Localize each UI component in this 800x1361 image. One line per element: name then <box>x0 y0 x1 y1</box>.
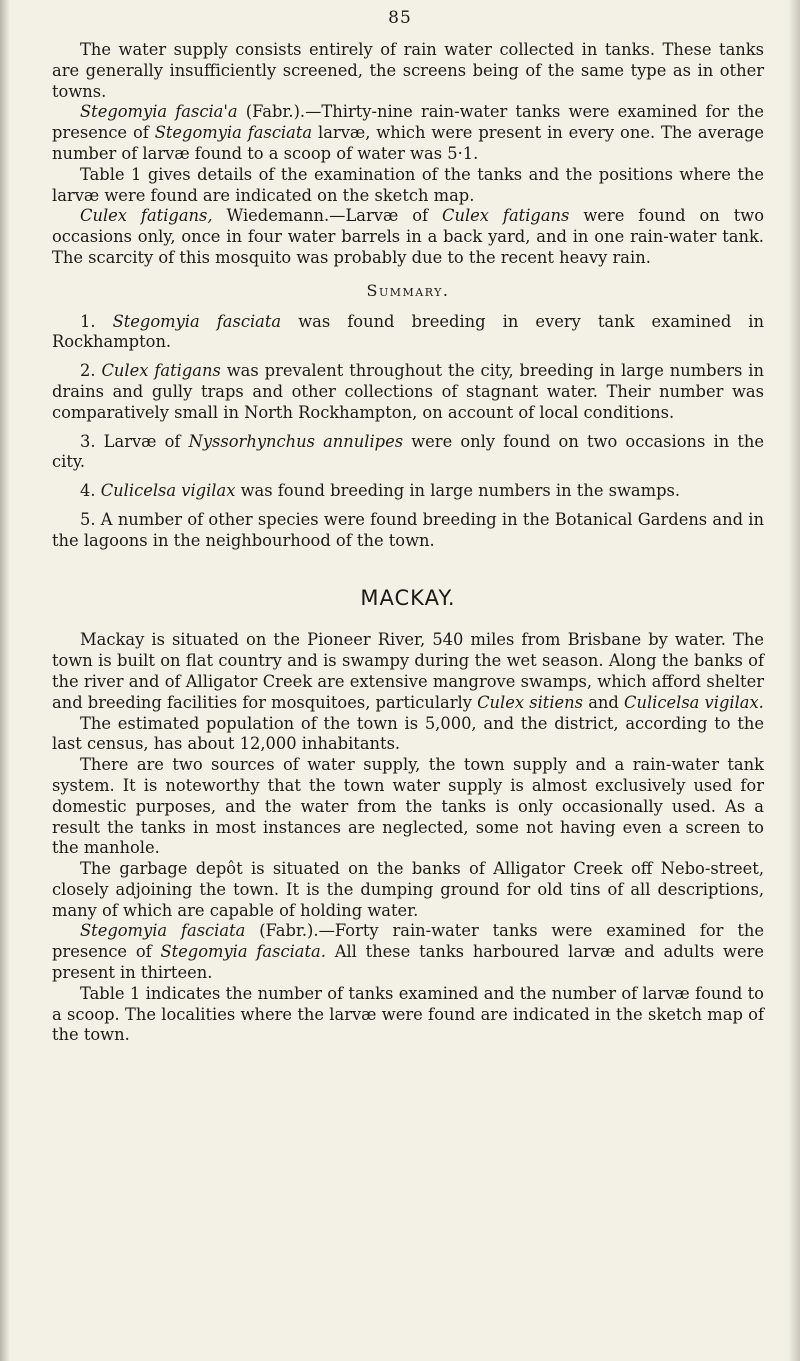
paragraph-culex-fatigans <box>52 206 764 268</box>
paragraph-mackay-table: Table 1 indicates the number of tanks examined and the number of larvæ found to a scoop. The localities where the larvæ were found are indicated in the sketch map of the town. <box>52 983 764 1045</box>
item-text: was found breeding in large numbers in the swamps. <box>235 481 681 501</box>
item-text: was prevalent throughout the city, breeding in large numbers in drains and gully traps and other collections of stagnant water. Their number was comparatively small in North Rockhampton, on account of local conditions. <box>52 361 764 422</box>
paragraph-text: and <box>583 692 624 712</box>
item-number: 5. <box>80 509 101 529</box>
species-name: Culex fatigans, <box>80 206 213 226</box>
page-body <box>52 40 764 1046</box>
paragraph-mackay-population: The estimated population of the town is 5,000, and the district, according to the last census, has about 12,000 inhabitants. <box>52 713 764 754</box>
species-name: Stegomyia fasciata. <box>160 942 326 962</box>
paragraph-text: (Fabr.).—Thirty-nine rain-water tanks were examined for the presence of <box>52 102 764 143</box>
page-number: 85 <box>388 8 412 28</box>
paragraph-text: Mackay is situated on the Pioneer River, 540 miles from Brisbane by water. The town is built on flat country and is swampy during the wet season. Along the banks of the river and of Alligator Creek are extensive mangrove swamps, which afford shelter and breeding facilities for mosquitoes, particularly <box>52 630 764 712</box>
paragraph-text: All these tanks harboured larvæ and adults were present in thirteen. <box>52 942 765 983</box>
species-name: Stegomyia fasciata <box>80 921 246 941</box>
paragraph-text: larvæ, which were present in every one. The average number of larvæ found to a scoop of water was 5·1. <box>52 123 765 163</box>
summary-heading: Summary. <box>366 280 450 300</box>
summary-item-3 <box>52 432 764 474</box>
species-name: Culex fatigans <box>101 361 221 381</box>
summary-item-2 <box>52 361 764 423</box>
paragraph-mackay-garbage: The garbage depôt is situated on the banks of Alligator Creek off Nebo-street, closely adjoining the town. It is the dumping ground for old tins of all descriptions, many of which are capable of holding water. <box>52 859 764 920</box>
page-shadow-right <box>788 0 800 1361</box>
mackay-heading: MACKAY. <box>360 585 456 610</box>
species-name: Stegomyia fascia'a <box>80 102 238 122</box>
paragraph-mackay-water-supply: There are two sources of water supply, the town supply and a rain-water tank system. It is noteworthy that the town water supply is almost exclusively used for domestic purposes, and the water from the tanks is only occasionally used. As a result the tanks in most instances are neglected, some not having even a screen to the manhole. <box>52 755 764 858</box>
item-number: 4. <box>80 481 101 501</box>
paragraph-text: were found on two occasions only, once in four water barrels in a back yard, and in one rain-water tank. The scarcity of this mosquito was probably due to the recent heavy rain. <box>52 206 764 267</box>
species-name: Culex fatigans <box>442 206 570 226</box>
paragraph-text: (Fabr.).—Forty rain-water tanks were examined for the presence of <box>52 921 764 962</box>
paragraph-stegomyia-rockhampton <box>52 102 764 164</box>
summary-item-1 <box>52 312 764 354</box>
summary-item-4 <box>52 481 764 502</box>
item-text: was found breeding in every tank examined in Rockhampton. <box>52 311 764 352</box>
species-name: Stegomyia fasciata <box>112 311 282 331</box>
paragraph-text: Wiedemann.—Larvæ of <box>212 206 442 226</box>
item-number: 1. <box>80 311 113 331</box>
species-name: Nyssorhynchus annulipes <box>188 431 404 451</box>
species-name: Culicelsa vigilax <box>100 481 236 501</box>
paragraph-mackay-stegomyia <box>52 921 764 983</box>
item-number: 3. Larvæ of <box>80 431 189 451</box>
summary-item-5 <box>52 510 764 552</box>
species-name: Culex sitiens <box>477 692 584 712</box>
paragraph-table-reference: Table 1 gives details of the examination of the tanks and the positions where the larvæ were found are indicated on the sketch map. <box>52 164 764 205</box>
item-number: 2. <box>80 361 102 381</box>
page-shadow-left <box>0 0 10 1361</box>
paragraph-mackay-location <box>52 630 764 713</box>
species-name: Culicelsa vigilax. <box>624 692 764 712</box>
item-text: were only found on two occasions in the city. <box>52 431 764 472</box>
species-name: Stegomyia fasciata <box>154 123 313 143</box>
item-text: A number of other species were found breeding in the Botanical Gardens and in the lagoons in the neighbourhood of the town. <box>52 509 764 550</box>
paragraph-water-supply: The water supply consists entirely of rain water collected in tanks. These tanks are generally insufficiently screened, the screens being of the same type as in other towns. <box>52 40 764 101</box>
